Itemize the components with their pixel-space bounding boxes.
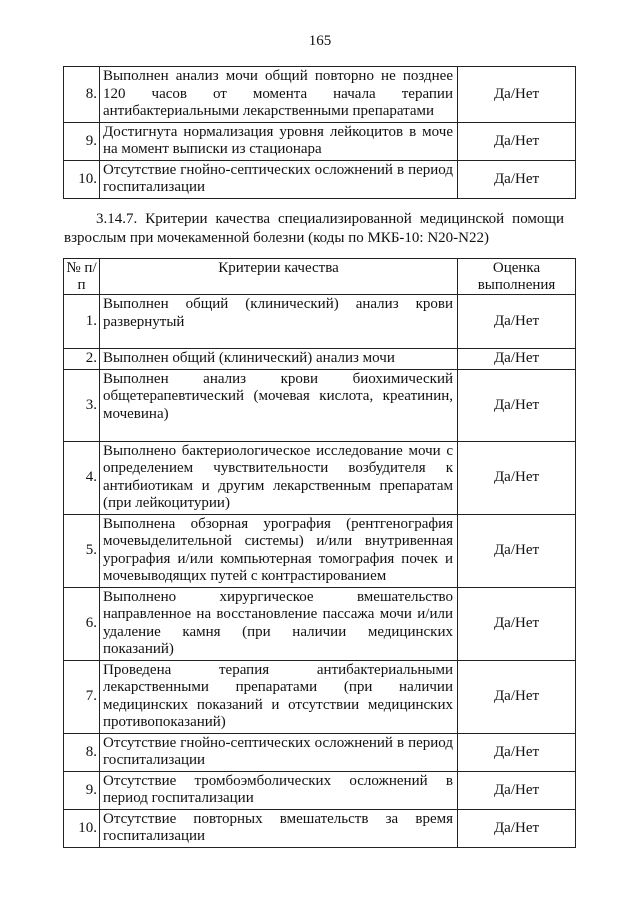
header-evaluation: Оценка выполнения <box>458 259 576 295</box>
table-row <box>64 122 576 160</box>
section-title-text: 3.14.7. Критерии качества специализированной медицинской помощи взрослым при мочекаменной болезни (коды по МКБ-10: N20-N22) <box>64 211 564 246</box>
row-number: 3. <box>64 369 100 441</box>
page-number: 165 <box>308 33 332 49</box>
row-number: 7. <box>64 660 100 733</box>
evaluation-cell: Да/Нет <box>458 660 576 733</box>
row-number: 2. <box>64 349 100 370</box>
row-number: 10. <box>64 160 100 198</box>
row-number: 5. <box>64 514 100 587</box>
evaluation-cell: Да/Нет <box>458 295 576 349</box>
criterion-text: Отсутствие гнойно-септических осложнений в период госпитализации <box>100 733 458 771</box>
row-number: 8. <box>64 733 100 771</box>
evaluation-cell: Да/Нет <box>458 733 576 771</box>
table-row <box>64 771 576 809</box>
row-number: 10. <box>64 809 100 847</box>
criterion-text: Выполнен анализ мочи общий повторно не позднее 120 часов от момента начала терапии антибактериальными лекарственными препаратами <box>100 67 458 123</box>
evaluation-cell: Да/Нет <box>458 587 576 660</box>
evaluation-cell: Да/Нет <box>458 160 576 198</box>
table-row <box>64 587 576 660</box>
row-number: 9. <box>64 771 100 809</box>
evaluation-cell: Да/Нет <box>458 441 576 514</box>
row-number: 8. <box>64 67 100 123</box>
criterion-text: Отсутствие гнойно-септических осложнений в период госпитализации <box>100 160 458 198</box>
evaluation-cell: Да/Нет <box>458 771 576 809</box>
table-row <box>64 660 576 733</box>
row-number: 6. <box>64 587 100 660</box>
criterion-text: Выполнен анализ крови биохимический общетерапевтический (мочевая кислота, креатинин, мочевина) <box>100 369 458 441</box>
criterion-text: Отсутствие повторных вмешательств за время госпитализации <box>100 809 458 847</box>
row-number: 9. <box>64 122 100 160</box>
table-continued <box>63 66 576 199</box>
evaluation-cell: Да/Нет <box>458 514 576 587</box>
evaluation-cell: Да/Нет <box>458 67 576 123</box>
evaluation-cell: Да/Нет <box>458 349 576 370</box>
header-criteria: Критерии качества <box>100 259 458 295</box>
row-number: 1. <box>64 295 100 349</box>
table-row <box>64 514 576 587</box>
table-row <box>64 295 576 349</box>
section-title <box>64 210 564 248</box>
criterion-text: Проведена терапия антибактериальными лекарственными препаратами (при наличии медицинских показаний и отсутствии медицинских противопоказаний) <box>100 660 458 733</box>
criterion-text: Выполнена обзорная урография (рентгенография мочевыделительной системы) и/или внутривенная урография и/или компьютерная томография почек и мочевыводящих путей с контрастированием <box>100 514 458 587</box>
table-row <box>64 809 576 847</box>
evaluation-cell: Да/Нет <box>458 369 576 441</box>
criterion-text: Выполнено хирургическое вмешательство направленное на восстановление пассажа мочи и/или удаление камня (при наличии медицинских показаний) <box>100 587 458 660</box>
criterion-text: Достигнута нормализация уровня лейкоцитов в моче на момент выписки из стационара <box>100 122 458 160</box>
evaluation-cell: Да/Нет <box>458 809 576 847</box>
criterion-text: Выполнен общий (клинический) анализ крови развернутый <box>100 295 458 349</box>
header-number: № п/п <box>64 259 100 295</box>
table-row <box>64 441 576 514</box>
quality-criteria-table <box>63 258 576 848</box>
table-row <box>64 369 576 441</box>
table-row <box>64 160 576 198</box>
table-header-row <box>64 259 576 295</box>
table-row <box>64 733 576 771</box>
table-row <box>64 349 576 370</box>
criterion-text: Выполнен общий (клинический) анализ мочи <box>100 349 458 370</box>
criterion-text: Отсутствие тромбоэмболических осложнений в период госпитализации <box>100 771 458 809</box>
table-row <box>64 67 576 123</box>
row-number: 4. <box>64 441 100 514</box>
evaluation-cell: Да/Нет <box>458 122 576 160</box>
criterion-text: Выполнено бактериологическое исследование мочи с определением чувствительности возбудителя к антибиотикам и другим лекарственным препаратам (при лейкоцитурии) <box>100 441 458 514</box>
